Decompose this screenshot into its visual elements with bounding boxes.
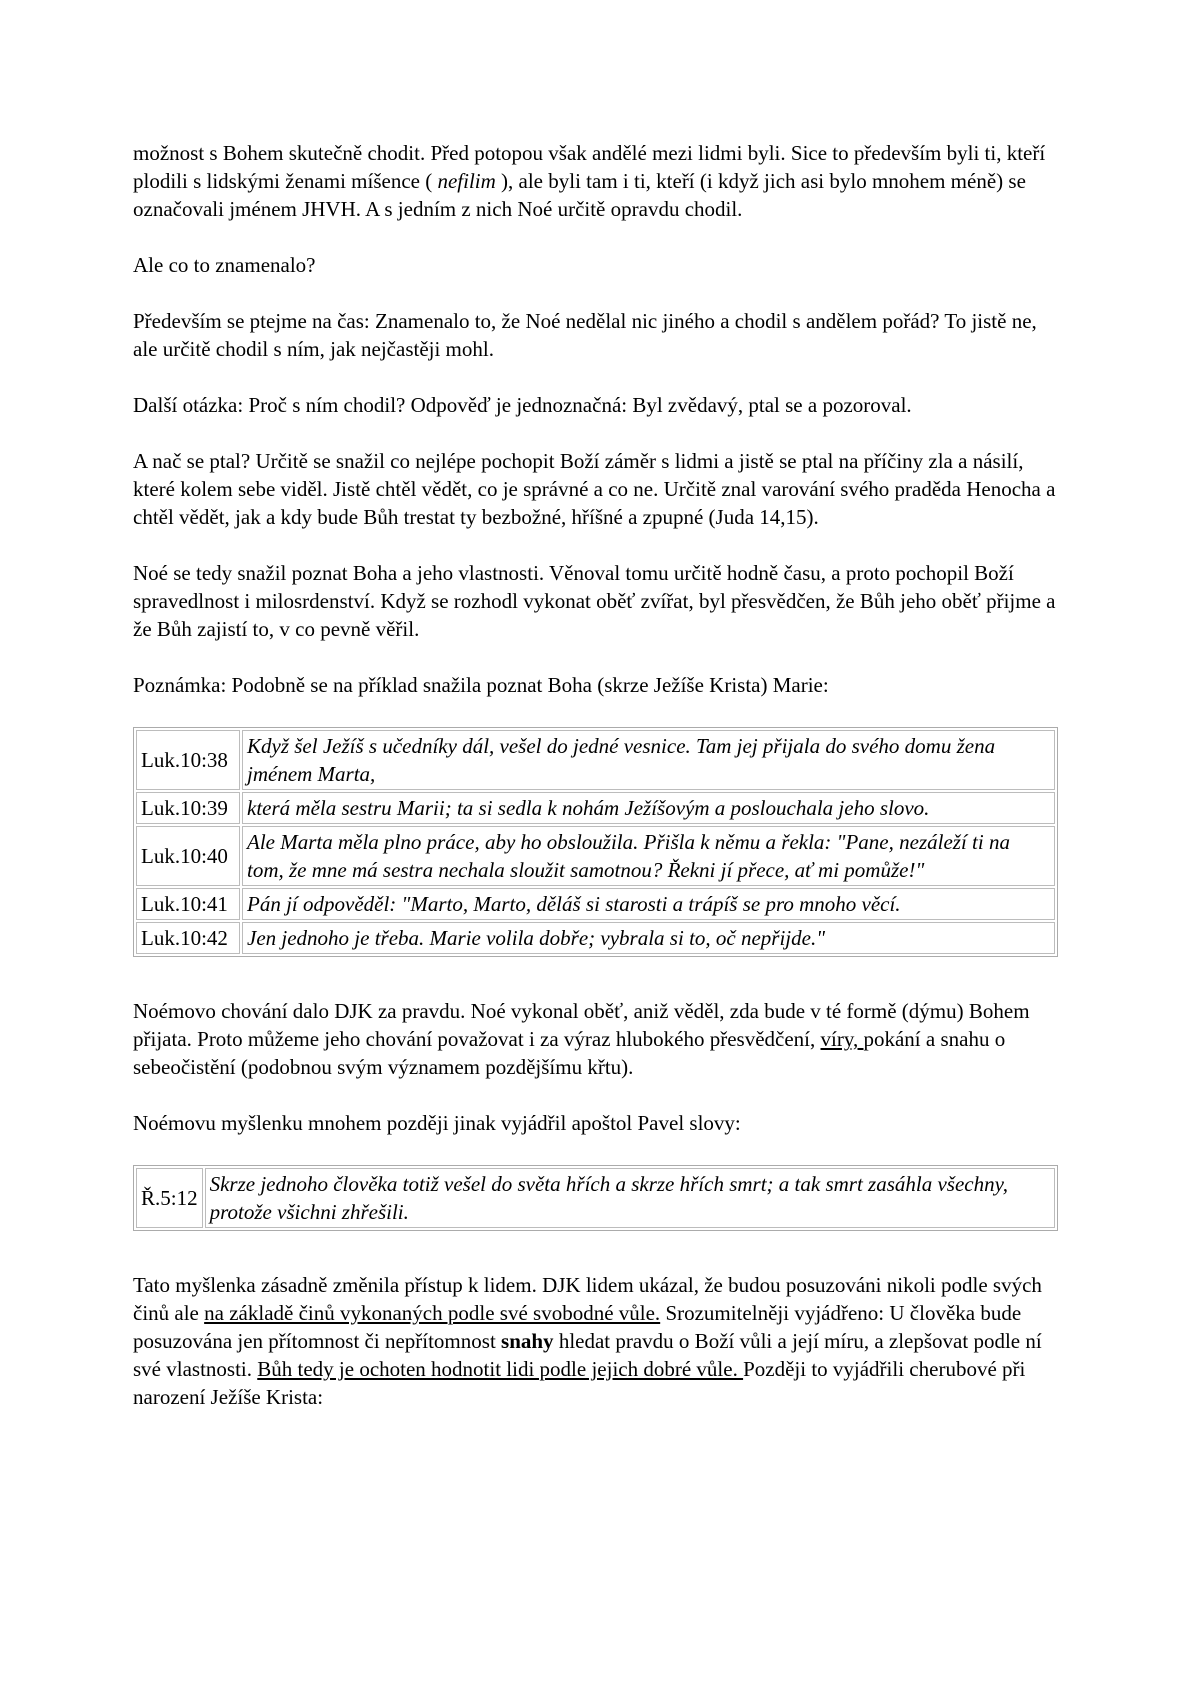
scripture-row: [136, 888, 1055, 920]
bold-text-run: snahy: [501, 1329, 554, 1353]
text-run: Noé se tedy snažil poznat Boha a jeho vlastnosti. Věnoval tomu určitě hodně času, a proto pochopil Boží spravedlnost i milosrdenství. Když se rozhodl vykonat oběť zvířat, byl přesvědčen, že Bůh jeho oběť přijme a že Bůh zajistí to, v co pevně věřil.: [133, 561, 1061, 641]
underline-text-run: Bůh tedy je ochoten hodnotit lidi podle jejich dobré vůle.: [257, 1357, 744, 1381]
scripture-table: [133, 1165, 1058, 1231]
scripture-row: [136, 1168, 1055, 1228]
verse-text: která měla sestru Marii; ta si sedla k nohám Ježíšovým a poslouchala jeho slovo.: [242, 792, 1055, 824]
paragraph: [133, 139, 1058, 223]
verse-text: Pán jí odpověděl: "Marto, Marto, děláš si starosti a trápíš se pro mnoho věcí.: [242, 888, 1055, 920]
text-run: Poznámka: Podobně se na příklad snažila poznat Boha (skrze Ježíše Krista) Marie:: [133, 673, 829, 697]
verse-text: Ale Marta měla plno práce, aby ho obsloužila. Přišla k němu a řekla: "Pane, nezáleží ti na tom, že mne má sestra nechala sloužit samotnou? Řekni jí přece, ať mi pomůže!": [242, 826, 1055, 886]
paragraph: [133, 251, 1058, 279]
verse-reference: Luk.10:39: [136, 792, 240, 824]
verse-reference: Ř.5:12: [136, 1168, 203, 1228]
scripture-row: [136, 922, 1055, 954]
paragraph: [133, 997, 1058, 1081]
text-run: Srozumitelněji vyjádřeno: U člověka bude posuzována jen přítomnost či nepřítomnost: [133, 1301, 1027, 1353]
underline-text-run: na základě činů vykonaných podle své svobodné vůle.: [204, 1301, 661, 1325]
paragraph: [133, 559, 1061, 643]
text-run: Ale co to znamenalo?: [133, 253, 316, 277]
text-run: Další otázka: Proč s ním chodil? Odpověď je jednoznačná: Byl zvědavý, ptal se a pozoroval.: [133, 393, 912, 417]
scripture-row: [136, 730, 1055, 790]
paragraph: [133, 307, 1058, 363]
text-run: ), ale byli tam i ti, kteří (i když jich asi bylo mnohem méně) se označovali jménem JHVH. A s jedním z nich Noé určitě opravdu chodil.: [133, 169, 1032, 221]
paragraph: [133, 1109, 1058, 1137]
verse-text: Když šel Ježíš s učedníky dál, vešel do jedné vesnice. Tam jej přijala do svého domu žena jménem Marta,: [242, 730, 1055, 790]
text-run: možnost s Bohem skutečně chodit. Před potopou však andělé mezi lidmi byli. Sice to především byli ti, kteří plodili s lidskými ženami míšence (: [133, 141, 1051, 193]
scripture-table: [133, 727, 1058, 957]
paragraph: [133, 1271, 1058, 1411]
text-run: A nač se ptal? Určitě se snažil co nejlépe pochopit Boží záměr s lidmi a jistě se ptal na příčiny zla a násilí, které kolem sebe viděl. Jistě chtěl vědět, co je správné a co ne. Určitě znal varování svého praděda Henocha a chtěl vědět, jak a kdy bude Bůh trestat ty bezbožné, hříšné a zpupné (Juda 14,15).: [133, 449, 1061, 529]
text-run: Především se ptejme na čas: Znamenalo to, že Noé nedělal nic jiného a chodil s andělem pořád? To jistě ne, ale určitě chodil s ním, jak nejčastěji mohl.: [133, 309, 1043, 361]
verse-reference: Luk.10:38: [136, 730, 240, 790]
text-run: hledat pravdu o Boží vůli a její míru, a zlepšovat podle ní své vlastnosti.: [133, 1329, 1047, 1381]
scripture-row: [136, 792, 1055, 824]
verse-text: Skrze jednoho člověka totiž vešel do světa hřích a skrze hřích smrt; a tak smrt zasáhla všechny, protože všichni zhřešili.: [205, 1168, 1055, 1228]
paragraph: [133, 391, 1058, 419]
paragraph: [133, 447, 1061, 531]
text-run: Noémovo chování dalo DJK za pravdu. Noé vykonal oběť, aniž věděl, zda bude v té formě (dýmu) Bohem přijata. Proto můžeme jeho chování považovat i za výraz hlubokého přesvědčení,: [133, 999, 1035, 1051]
verse-text: Jen jednoho je třeba. Marie volila dobře; vybrala si to, oč nepřijde.": [242, 922, 1055, 954]
paragraph: [133, 671, 1058, 699]
verse-reference: Luk.10:41: [136, 888, 240, 920]
italic-text-run: nefilim: [437, 169, 496, 193]
verse-reference: Luk.10:40: [136, 826, 240, 886]
text-run: Tato myšlenka zásadně změnila přístup k lidem. DJK lidem ukázal, že budou posuzováni nikoli podle svých činů ale: [133, 1273, 1048, 1325]
underline-text-run: víry,: [820, 1027, 864, 1051]
text-run: pokání a snahu o sebeočistění (podobnou svým významem pozdějšímu křtu).: [133, 1027, 1011, 1079]
verse-reference: Luk.10:42: [136, 922, 240, 954]
scripture-row: [136, 826, 1055, 886]
text-run: Později to vyjádřili cherubové při narození Ježíše Krista:: [133, 1357, 1031, 1409]
text-run: Noémovu myšlenku mnohem později jinak vyjádřil apoštol Pavel slovy:: [133, 1111, 741, 1135]
